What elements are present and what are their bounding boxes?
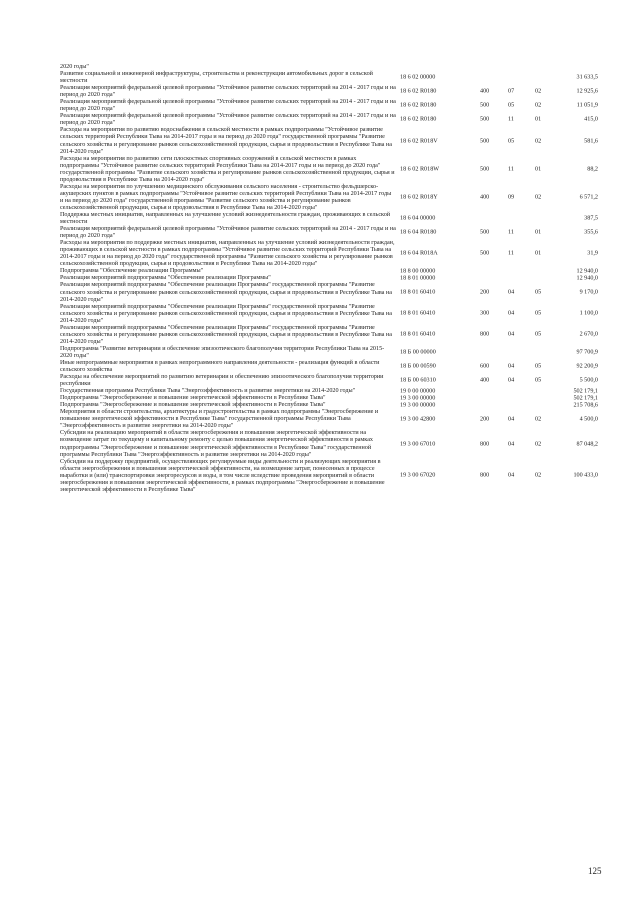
- row-code: 18 6 04 R0180: [400, 229, 437, 236]
- table-row: [60, 85, 598, 99]
- row-expense-type: 500: [480, 137, 490, 144]
- table-row: [60, 71, 598, 85]
- table-row: [60, 304, 598, 325]
- row-amount: 1 100,0: [579, 310, 598, 317]
- row-amount: 502 179,1: [573, 395, 598, 402]
- row-amount: 97 700,9: [576, 349, 598, 356]
- row-description: Развитие социальной и инженерной инфраструктуры, строительства и реконструкции автомобильных дорог в сельской местности: [60, 71, 373, 85]
- row-section: 05: [508, 102, 515, 109]
- row-amount: 415,0: [584, 116, 598, 123]
- row-code: 18 8 01 00000: [400, 275, 436, 282]
- row-description: Подпрограмма "Развитие ветеринарии и обеспечение эпизоотического благополучия территории Республики Тыва на 2015-2020 годы": [60, 345, 385, 359]
- row-expense-type: 400: [480, 377, 490, 384]
- row-expense-type: 800: [480, 472, 490, 479]
- row-amount: 215 708,6: [573, 402, 598, 409]
- row-code: 18 6 02 R0180: [400, 116, 437, 123]
- row-amount: 12 925,6: [576, 88, 598, 95]
- row-description: Реализация мероприятий федеральной целевой программы "Устойчивое развитие сельских территорий на 2014 - 2017 годы и на период до 2020 года": [60, 226, 396, 240]
- row-subsection: 01: [535, 250, 542, 257]
- row-description: Иные непрограммные мероприятия в рамках непрограммного направления деятельности - реализация функций в области сельского хозяйства: [60, 359, 380, 374]
- table-row: [60, 282, 598, 303]
- table-row: [60, 325, 598, 346]
- row-code: 19 3 00 00000: [400, 402, 436, 409]
- row-section: 11: [508, 116, 514, 123]
- row-code: 18 6 02 R0180: [400, 102, 437, 109]
- row-code: 18 Б 00 00000: [400, 349, 436, 356]
- row-amount: 87 048,2: [576, 441, 598, 448]
- row-code: 18 8 01 60410: [400, 331, 436, 338]
- row-expense-type: 600: [480, 363, 490, 370]
- table-row: [60, 226, 598, 240]
- row-expense-type: 200: [480, 416, 490, 423]
- row-expense-type: 500: [480, 102, 490, 109]
- row-section: 07: [508, 88, 515, 95]
- row-subsection: 05: [535, 310, 542, 317]
- row-section: 05: [508, 137, 515, 144]
- row-section: 04: [508, 310, 515, 317]
- table-row: [60, 409, 598, 430]
- row-amount: 581,6: [584, 137, 598, 144]
- row-amount: 100 433,0: [573, 472, 598, 479]
- row-description: Государственная программа Республики Тыва "Энергоэффективность и развитие энергетики на 2014-2020 годы": [60, 388, 356, 395]
- row-amount: 92 200,9: [576, 363, 598, 370]
- row-description: Реализация мероприятий федеральной целевой программы "Устойчивое развитие сельских территорий на 2014 - 2017 годы и на период до 2020 года": [60, 113, 396, 127]
- row-description: Расходы на мероприятия по развитию водоснабжения в сельской местности в рамках подпрограммы "Устойчивое развитие сельских территорий Республики Тыва на 2014-2017 годы и на период до 2020 года" государственной программы "Развитие сельского хозяйства и регулирование рынков сельскохозяйственной продукции, сырья и продовольствия в Республике Тыва на 2014-2020 годы": [60, 127, 392, 155]
- row-code: 19 3 00 00000: [400, 395, 436, 402]
- row-description: Подпрограмма "Энергосбережение и повышение энергетической эффективности в Республике Тыва": [60, 395, 326, 402]
- table-row: [60, 240, 598, 268]
- row-code: 18 6 02 R018V: [400, 137, 438, 144]
- table-row: [60, 430, 598, 458]
- row-amount: 9 170,0: [579, 289, 598, 296]
- row-subsection: 01: [535, 116, 542, 123]
- row-section: 11: [508, 166, 514, 173]
- row-description: Реализация мероприятий федеральной целевой программы "Устойчивое развитие сельских территорий на 2014 - 2017 годы и на период до 2020 года": [60, 99, 396, 113]
- table-row: [60, 113, 598, 127]
- row-description: Расходы на обеспечение мероприятий по развитию ветеринарии и обеспечению эпизоотического благополучия территории республики: [60, 374, 384, 388]
- row-section: 04: [508, 416, 515, 423]
- row-subsection: 02: [535, 88, 542, 95]
- row-section: 04: [508, 472, 515, 479]
- row-section: 04: [508, 289, 515, 296]
- row-expense-type: 500: [480, 166, 490, 173]
- table-row: [60, 374, 598, 388]
- row-subsection: 02: [535, 137, 542, 144]
- row-description: Субсидии на реализацию мероприятий в области энергосбережения и повышения энергетической эффективности на возмещение затрат по текущему и капитальному ремонту с целью повышения энергетической эффективности в рамках подпрограммы "Энергосбережение и повышение энергетической эффективности в Республике Тыва" государственной программы Республики Тыва "Энергоэффективность и развитие энергетики на 2014-2020 годы": [60, 430, 373, 458]
- row-subsection: 02: [535, 441, 542, 448]
- row-section: 04: [508, 331, 515, 338]
- table-row: [60, 346, 598, 360]
- row-amount: 355,6: [584, 229, 598, 236]
- row-section: 11: [508, 250, 514, 257]
- row-section: 04: [508, 441, 515, 448]
- row-subsection: 02: [535, 472, 542, 479]
- row-code: 18 6 02 00000: [400, 74, 436, 81]
- row-amount: 6 571,2: [579, 194, 598, 201]
- table-row: [60, 184, 598, 212]
- row-description: Реализация мероприятий подпрограммы "Обеспечение реализации Программы" государственной программы "Развитие сельского хозяйства и регулирование рынков сельскохозяйственной продукции, сырья и продовольствия в Республике Тыва на 2014-2020 годы": [60, 324, 392, 345]
- table-row: [60, 360, 598, 374]
- row-expense-type: 400: [480, 88, 490, 95]
- row-code: 19 3 00 67020: [400, 472, 436, 479]
- row-amount: 2 670,0: [579, 331, 598, 338]
- row-code: 19 0 00 00000: [400, 388, 436, 395]
- row-description: Реализация мероприятий федеральной целевой программы "Устойчивое развитие сельских территорий на 2014 - 2017 годы и на период до 2020 года": [60, 85, 396, 99]
- row-subsection: 01: [535, 166, 542, 173]
- row-amount: 31 633,5: [576, 74, 598, 81]
- row-description: Реализация мероприятий подпрограммы "Обеспечение реализации Программы" государственной программы "Развитие сельского хозяйства и регулирование рынков сельскохозяйственной продукции, сырья и продовольствия в Республике Тыва на 2014-2020 годы": [60, 303, 392, 324]
- row-subsection: 02: [535, 416, 542, 423]
- table-row: [60, 156, 598, 184]
- budget-table: [60, 64, 598, 494]
- row-expense-type: 800: [480, 441, 490, 448]
- table-row: [60, 459, 598, 494]
- row-expense-type: 500: [480, 116, 490, 123]
- row-code: 19 3 00 67010: [400, 441, 436, 448]
- row-expense-type: 300: [480, 310, 490, 317]
- row-section: 09: [508, 194, 515, 201]
- row-section: 11: [508, 229, 514, 236]
- row-amount: 4 500,0: [579, 416, 598, 423]
- row-code: 18 8 00 00000: [400, 268, 436, 275]
- row-code: 18 6 02 R018Y: [400, 194, 438, 201]
- row-expense-type: 200: [480, 289, 490, 296]
- row-expense-type: 500: [480, 229, 490, 236]
- row-description: Реализация мероприятий подпрограммы "Обеспечение реализации Программы" государственной программы "Развитие сельского хозяйства и регулирование рынков сельскохозяйственной продукции, сырья и продовольствия в Республике Тыва на 2014-2020 годы": [60, 282, 392, 303]
- row-subsection: 02: [535, 102, 542, 109]
- row-description: Мероприятия в области строительства, архитектуры и градостроительства в рамках подпрограммы "Энергосбережение и повышение энергетической эффективности в Республике Тыва" государственной программы Республики Тыва "Энергоэффективность и развитие энергетики на 2014-2020 годы": [60, 409, 379, 430]
- row-amount: 502 179,1: [573, 388, 598, 395]
- row-code: 19 3 00 42800: [400, 416, 436, 423]
- row-amount: 88,2: [587, 166, 598, 173]
- row-section: 04: [508, 363, 515, 370]
- row-description: Поддержка местных инициатив, направленных на улучшение условий жизнедеятельности граждан, проживающих в сельской местности: [60, 211, 391, 226]
- row-expense-type: 400: [480, 194, 490, 201]
- table-row: [60, 212, 598, 226]
- row-subsection: 05: [535, 377, 542, 384]
- row-expense-type: 500: [480, 250, 490, 257]
- table-row: [60, 64, 598, 71]
- row-description: Подпрограмма "Энергосбережение и повышение энергетической эффективности в Республике Тыва": [60, 402, 326, 409]
- row-code: 18 Б 00 60310: [400, 377, 436, 384]
- row-code: 18 8 01 60410: [400, 310, 436, 317]
- row-amount: 12 940,0: [576, 275, 598, 282]
- row-amount: 12 940,0: [576, 268, 598, 275]
- row-code: 18 6 04 00000: [400, 215, 436, 222]
- row-description: Подпрограмма "Обеспечение реализации Программы": [60, 268, 204, 275]
- table-row: [60, 99, 598, 113]
- row-subsection: 05: [535, 289, 542, 296]
- row-description: Субсидии на поддержку предприятий, осуществляющих регулируемые виды деятельности и реализующих мероприятия в области энергосбережения и повышения энергетической эффективности, на возмещение затрат, понесенных в процессе выработки и (или) транспортировки энергоресурсов и воды, в том числе вследствие проведения мероприятий в области энергосбережения и повышения энергетической эффективности, в рамках подпрограммы "Энергосбережение и повышение энергетической эффективности в Республике Тыва": [60, 458, 385, 493]
- row-code: 18 6 04 R018A: [400, 250, 438, 257]
- row-section: 04: [508, 377, 515, 384]
- row-amount: 387,5: [584, 215, 598, 222]
- row-description: Реализация мероприятий подпрограммы "Обеспечение реализации Программы": [60, 275, 271, 282]
- row-amount: 5 500,0: [579, 377, 598, 384]
- table-row: [60, 127, 598, 155]
- row-amount: 11 051,9: [576, 102, 598, 109]
- row-subsection: 02: [535, 194, 542, 201]
- row-description: Расходы на мероприятия по поддержке местных инициатив, направленных на улучшение условий жизнедеятельности граждан, проживающих в сельской местности в рамках подпрограммы "Устойчивое развитие сельских территорий Республики Тыва на 2014-2017 годы и на период до 2020 года" государственной программы "Развитие сельского хозяйства и регулирование рынков сельскохозяйственной продукции, сырья и продовольствия в Республике Тыва на 2014-2020 годы": [60, 240, 395, 268]
- row-description: Расходы на мероприятия по развитию сети плоскостных спортивных сооружений в сельской местности в рамках подпрограммы "Устойчивое развитие сельских территорий Республики Тыва на 2014-2017 годы и на период до 2020 года" государственной программы "Развитие сельского хозяйства и регулирование рынков сельскохозяйственной продукции, сырья и продовольствия в Республике Тыва на 2014-2020 годы": [60, 155, 395, 183]
- row-code: 18 Б 00 00590: [400, 363, 436, 370]
- row-description: Расходы на мероприятия по улучшению медицинского обслуживания сельского населения - строительство фельдшерско-акушерских пунктов в рамках подпрограммы "Устойчивое развитие сельских территорий Республики Тыва на 2014-2017 годы и на период до 2020 года" государственной программы "Развитие сельского хозяйства и регулирование рынков сельскохозяйственной продукции, сырья и продовольствия в Республике Тыва на 2014-2020 годы": [60, 183, 392, 211]
- row-code: 18 6 02 R018W: [400, 166, 440, 173]
- row-description: 2020 годы": [60, 64, 89, 70]
- row-code: 18 6 02 R0180: [400, 88, 437, 95]
- row-expense-type: 800: [480, 331, 490, 338]
- row-subsection: 05: [535, 331, 542, 338]
- row-amount: 31,9: [587, 250, 598, 257]
- page-number: 125: [588, 866, 602, 876]
- row-subsection: 01: [535, 229, 542, 236]
- row-subsection: 05: [535, 363, 542, 370]
- row-code: 18 8 01 60410: [400, 289, 436, 296]
